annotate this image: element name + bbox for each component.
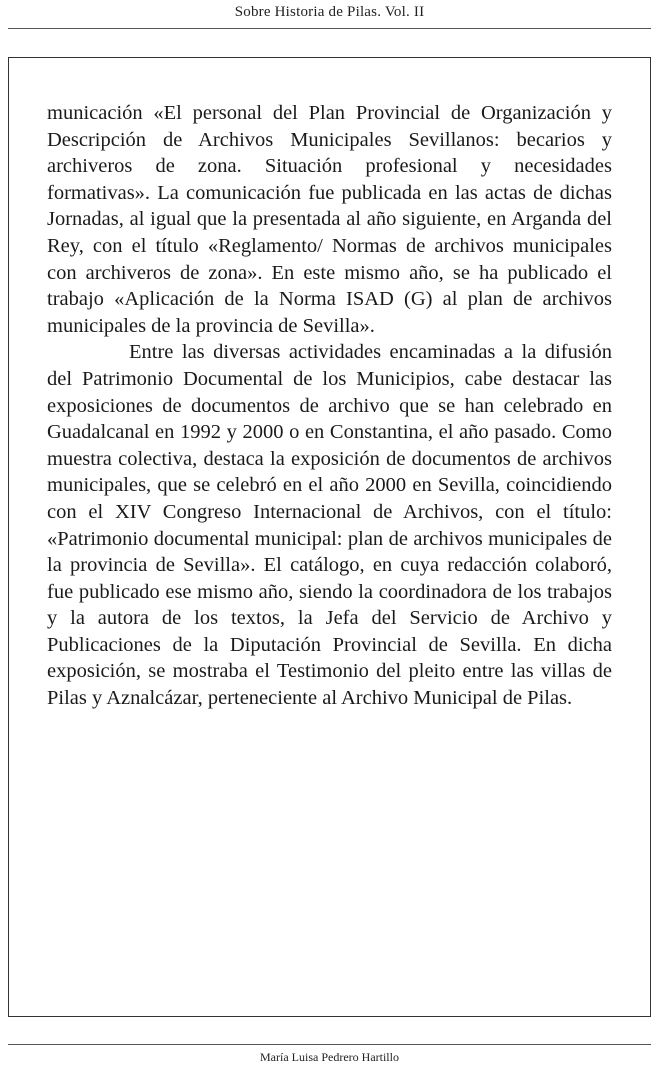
- running-footer-author: María Luisa Pedrero Hartillo: [260, 1050, 399, 1064]
- footer-divider: [8, 1044, 651, 1045]
- body-text: [47, 100, 612, 712]
- paragraph-exhibitions: Entre las diversas actividades encaminadas a la difusión del Patrimonio Documental de los Municipios, cabe destacar las exposiciones de documentos de archivo que se han celebrado en Guadalcanal en 1992 y 2000 o en Constantina, el año pasado. Como muestra colectiva, destaca la exposición de documentos de archivos municipales, que se celebró en el año 2000 en Sevilla, coincidiendo con el XIV Congreso Internacional de Archivos, con el título: «Patrimonio documental municipal: plan de archivos municipales de la provincia de Sevilla». El catálogo, en cuya redacción colaboró, fue publicado ese mismo año, siendo la coordinadora de los trabajos y la autora de los textos, la Jefa del Servicio de Archivo y Publicaciones de la Diputación Provincial de Sevilla. En dicha exposición, se mostraba el Testimonio del pleito entre las villas de Pilas y Aznalcázar, perteneciente al Archivo Municipal de Pilas.: [47, 341, 612, 710]
- running-header-title: Sobre Historia de Pilas. Vol. II: [234, 4, 425, 20]
- paragraph-continuation: municación «El personal del Plan Provincial de Organización y Descripción de Archivos Municipales Sevillanos: becarios y archiveros de zona. Situación profesional y necesidades formativas». La comunicación fue publicada en las actas de dichas Jornadas, al igual que la presentada al año siguiente, en Arganda del Rey, con el título «Reglamento/ Normas de archivos municipales con archiveros de zona». En este mismo año, se ha publicado el trabajo «Aplicación de la Norma ISAD (G) al plan de archivos municipales de la provincia de Sevilla».: [47, 102, 612, 337]
- header-divider: [8, 28, 651, 29]
